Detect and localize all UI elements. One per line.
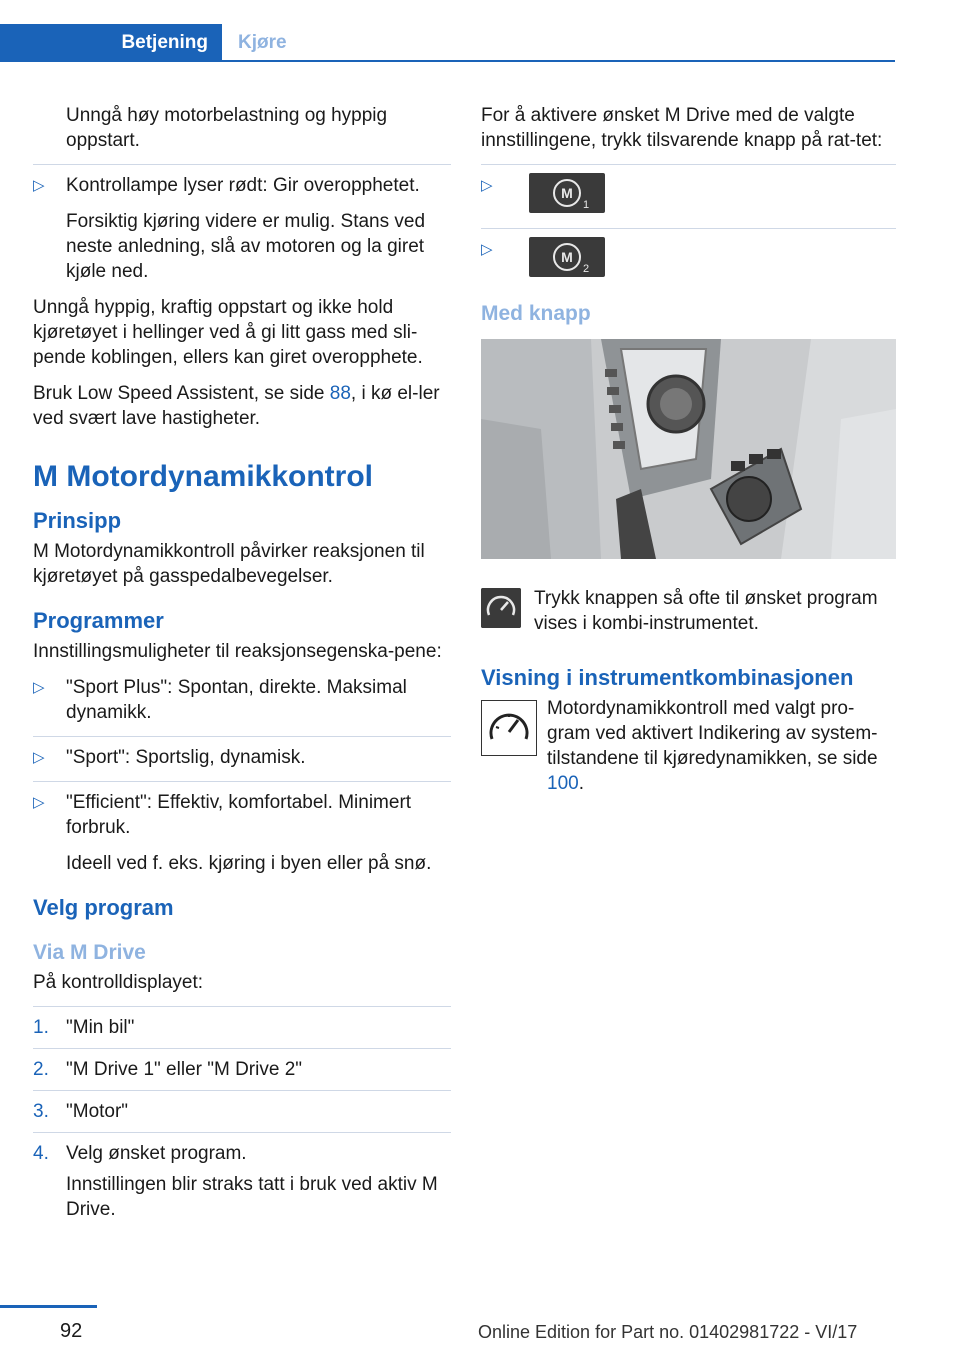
speedometer-icon (481, 700, 537, 756)
button-instruction-text: Trykk knappen så ofte til ønsket program vises i kombi-instrumentet. (534, 588, 878, 634)
button-heading: Med knapp (481, 302, 591, 325)
page-number: 92 (60, 1320, 83, 1342)
programs-heading: Programmer (33, 608, 164, 633)
list-item (33, 173, 451, 284)
triangle-bullet-icon: ▷ (481, 177, 493, 194)
display-heading: Visning i instrumentkombinasjonen (481, 665, 854, 690)
list-item: 4. Velg ønsket program. Innstillingen blir straks tatt i bruk ved aktiv M Drive. (33, 1141, 451, 1222)
list-item (481, 237, 896, 281)
via-intro: På kontrolldisplayet: (33, 972, 204, 993)
paragraph-load: Unngå høy motorbelastning og hyppig oppstart. (66, 105, 388, 151)
list-item (481, 173, 896, 217)
list-item: ▷ "Sport": Sportslig, dynamisk. (33, 747, 306, 768)
triangle-bullet-icon: ▷ (33, 794, 45, 811)
warning-lamp-text: Kontrollampe lyser rødt: Gir overopphetet. (66, 175, 420, 196)
paragraph-low-speed: Bruk Low Speed Assistent, se side 88, i kø el-ler ved svært lave hastigheter. (33, 383, 440, 429)
list-item: 2. "M Drive 1" eller "M Drive 2" (33, 1059, 303, 1080)
via-heading: Via M Drive (33, 941, 146, 964)
triangle-bullet-icon: ▷ (33, 749, 45, 766)
right-column (481, 103, 896, 807)
m-drive-2-button-icon: M 2 (529, 237, 605, 277)
paragraph-avoid: Unngå hyppig, kraftig oppstart og ikke hold kjøretøyet i hellinger ved å gi litt gass med sli-pende koblingen, ellers kan giret overopphete. (33, 297, 423, 368)
select-heading: Velg program (33, 895, 174, 920)
separator (33, 1132, 451, 1133)
tab-betjening-label: Betjening (121, 32, 208, 53)
warning-lamp-subtext: Forsiktig kjøring videre er mulig. Stans ved neste anledning, slå av motoren og la giret kjøle ned. (66, 211, 426, 282)
separator (33, 736, 451, 737)
m-drive-1-button-icon: M 1 (529, 173, 605, 213)
speedometer-button-icon (481, 588, 521, 628)
list-item: 3. "Motor" (33, 1101, 129, 1122)
separator (33, 781, 451, 782)
programs-note: Ideell ved f. eks. kjøring i byen eller på snø. (66, 853, 432, 874)
list-item: ▷ "Efficient": Effektiv, komfortabel. Minimert forbruk. Ideell ved f. eks. kjøring i byen eller på snø. (33, 790, 451, 876)
programs-intro: Innstillingsmuligheter til reaksjonsegenska-pene: (33, 641, 442, 662)
display-info (481, 696, 896, 796)
left-column (33, 103, 451, 1233)
footer-rule (0, 1305, 97, 1308)
separator (33, 164, 451, 165)
tab-rule (0, 60, 895, 62)
list-item: 1. "Min bil" (33, 1017, 135, 1038)
section-title: M Motordynamikkontrol (33, 460, 374, 493)
separator (33, 1006, 451, 1007)
page-link-100[interactable]: 100 (547, 773, 579, 794)
tab-kjore[interactable]: Kjøre (238, 32, 287, 53)
edition-text: Online Edition for Part no. 01402981722 - VI/17 (478, 1322, 858, 1342)
separator (481, 164, 896, 165)
activate-intro: For å aktivere ønsket M Drive med de valgte innstillingene, trykk tilsvarende knapp på rat-tet: (481, 105, 883, 151)
page-link-88[interactable]: 88 (329, 383, 351, 404)
triangle-bullet-icon: ▷ (33, 679, 45, 696)
tab-betjening[interactable] (0, 24, 222, 62)
triangle-bullet-icon: ▷ (33, 177, 45, 194)
separator (481, 228, 896, 229)
center-console-illustration (481, 339, 896, 559)
principle-heading: Prinsipp (33, 508, 122, 533)
separator (33, 1048, 451, 1049)
principle-text: M Motordynamikkontroll påvirker reaksjonen til kjøretøyet på gasspedalbevegelser. (33, 541, 425, 587)
step4-subtext: Innstillingen blir straks tatt i bruk ved aktiv M Drive. (66, 1174, 438, 1220)
chapter-tabs (0, 24, 895, 62)
display-text: Motordynamikkontroll med valgt pro-gram ved aktivert Indikering av system-tilstandene til kjøredynamikken, se side 100. (547, 698, 878, 794)
triangle-bullet-icon: ▷ (481, 241, 493, 258)
separator (33, 1090, 451, 1091)
button-instruction (481, 586, 896, 636)
list-item: ▷ "Sport Plus": Spontan, direkte. Maksimal dynamikk. (33, 677, 407, 723)
